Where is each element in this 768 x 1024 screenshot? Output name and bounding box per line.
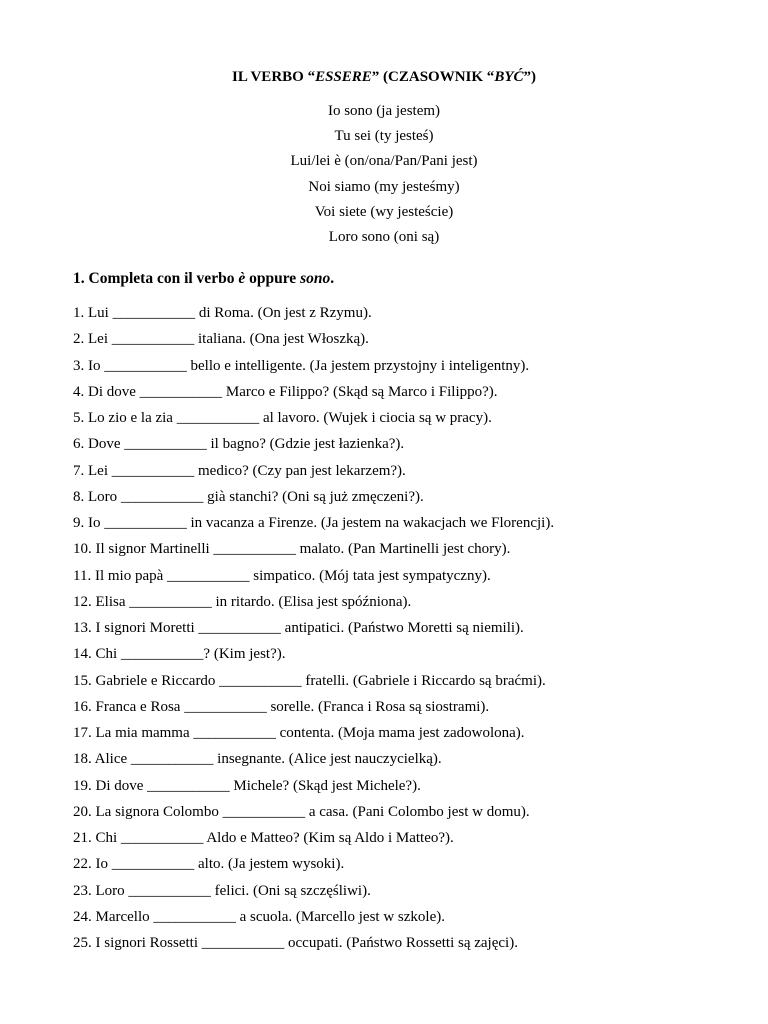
exercise-item: 4. Di dove ___________ Marco e Filippo? (Skąd są Marco i Filippo?). bbox=[73, 383, 498, 400]
conjugation-line: Noi siamo (my jesteśmy) bbox=[308, 178, 460, 195]
heading-part-3: . bbox=[330, 270, 335, 287]
exercise-item: 13. I signori Moretti ___________ antipatici. (Państwo Moretti są niemili). bbox=[73, 620, 524, 636]
exercise-item: 18. Alice ___________ insegnante. (Alice jest nauczycielką). bbox=[73, 751, 442, 768]
exercise-item: 5. Lo zio e la zia ___________ al lavoro. (Wujek i ciocia są w pracy). bbox=[73, 410, 492, 426]
exercise-item: 17. La mia mamma ___________ contenta. (Moja mama jest zadowolona). bbox=[73, 725, 525, 741]
exercise-item: 8. Loro ___________ già stanchi? (Oni są już zmęczeni?). bbox=[73, 488, 424, 505]
title-part-3: ”) bbox=[523, 69, 536, 85]
conjugation-line: Voi siete (wy jesteście) bbox=[314, 203, 454, 220]
heading-sono: sono bbox=[300, 270, 331, 287]
exercise-item: 19. Di dove ___________ Michele? (Skąd jest Michele?). bbox=[73, 777, 421, 794]
conjugation-line: Tu sei (ty jesteś) bbox=[334, 128, 434, 145]
exercise-item: 16. Franca e Rosa ___________ sorelle. (Franca i Rosa są siostrami). bbox=[73, 698, 490, 715]
exercise-item: 24. Marcello ___________ a scuola. (Marcello jest w szkole). bbox=[73, 908, 445, 925]
exercise-item: 3. Io ___________ bello e intelligente. (Ja jestem przystojny i inteligentny). bbox=[73, 357, 530, 374]
exercise-item: 20. La signora Colombo ___________ a casa. (Pani Colombo jest w domu). bbox=[73, 803, 530, 820]
exercise-item: 9. Io ___________ in vacanza a Firenze. (Ja jestem na wakacjach we Florencji). bbox=[73, 515, 555, 531]
heading-part-1: 1. Completa con il verbo bbox=[73, 270, 239, 287]
title-byc: BYĆ bbox=[494, 69, 524, 85]
title-essere: ESSERE bbox=[315, 69, 372, 85]
conjugation-line: Loro sono (oni są) bbox=[328, 228, 440, 245]
exercise-item: 12. Elisa ___________ in ritardo. (Elisa jest spóźniona). bbox=[73, 593, 412, 610]
exercise-item: 25. I signori Rossetti ___________ occupati. (Państwo Rossetti są zajęci). bbox=[73, 935, 518, 951]
heading-part-2: oppure bbox=[245, 270, 301, 287]
conjugation-list bbox=[0, 100, 768, 251]
exercise-heading bbox=[73, 269, 334, 289]
exercise-item: 21. Chi ___________ Aldo e Matteo? (Kim są Aldo i Matteo?). bbox=[73, 830, 454, 846]
conjugation-line: Lui/lei è (on/ona/Pan/Pani jest) bbox=[290, 153, 478, 170]
title-part-2: ” (CZASOWNIK “ bbox=[371, 69, 495, 85]
exercise-item: 15. Gabriele e Riccardo ___________ fratelli. (Gabriele i Riccardo są braćmi). bbox=[73, 672, 546, 689]
exercise-item: 11. Il mio papà ___________ simpatico. (Mój tata jest sympatyczny). bbox=[73, 567, 491, 584]
exercise-item: 14. Chi ___________? (Kim jest?). bbox=[73, 646, 286, 663]
exercise-item: 23. Loro ___________ felici. (Oni są szczęśliwi). bbox=[73, 882, 371, 899]
page-title bbox=[0, 68, 768, 86]
exercise-item: 7. Lei ___________ medico? (Czy pan jest lekarzem?). bbox=[73, 462, 406, 479]
exercise-item: 22. Io ___________ alto. (Ja jestem wysoki). bbox=[73, 856, 345, 873]
exercise-list bbox=[73, 302, 554, 958]
conjugation-line: Io sono (ja jestem) bbox=[327, 103, 441, 119]
exercise-item: 2. Lei ___________ italiana. (Ona jest Włoszką). bbox=[73, 331, 369, 348]
exercise-item: 1. Lui ___________ di Roma. (On jest z Rzymu). bbox=[73, 305, 372, 321]
title-part-1: IL VERBO “ bbox=[231, 69, 316, 85]
exercise-item: 6. Dove ___________ il bagno? (Gdzie jest łazienka?). bbox=[73, 436, 405, 453]
exercise-item: 10. Il signor Martinelli ___________ malato. (Pan Martinelli jest chory). bbox=[73, 541, 511, 558]
heading-e: è bbox=[238, 270, 246, 287]
